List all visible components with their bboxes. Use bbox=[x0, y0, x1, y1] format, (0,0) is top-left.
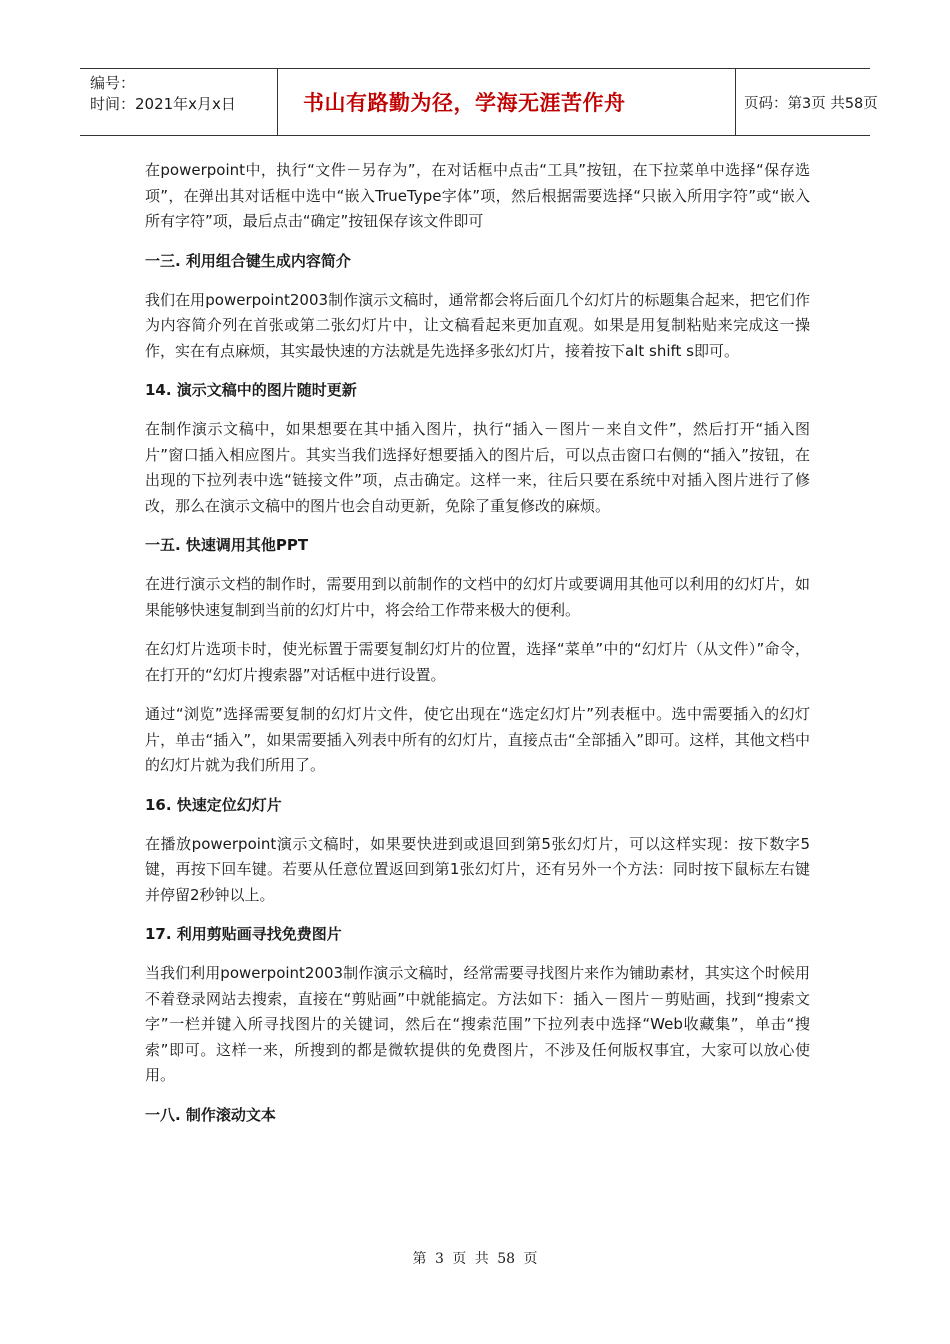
body-paragraph: 通过“浏览”选择需要复制的幻灯片文件，使它出现在“选定幻灯片”列表框中。选中需要插入的幻灯片，单击“插入”，如果需要插入列表中所有的幻灯片，直接点击“全部插入”即可。这样，其他文档中的幻灯片就为我们所用了。 bbox=[145, 705, 810, 774]
page-header bbox=[80, 68, 878, 136]
header-motto: 书山有路勤为径，学海无涯苦作舟 bbox=[303, 91, 626, 115]
body-paragraph: 在进行演示文档的制作时，需要用到以前制作的文档中的幻灯片或要调用其他可以利用的幻灯片，如果能够快速复制到当前的幻灯片中，将会给工作带来极大的便利。 bbox=[145, 575, 810, 619]
body-paragraph: 在播放powerpoint演示文稿时，如果要快进到或退回到第5张幻灯片，可以这样实现：按下数字5键，再按下回车键。若要从任意位置返回到第1张幻灯片，还有另外一个方法：同时按下鼠标左右键并停留2秒钟以上。 bbox=[145, 834, 810, 904]
section-heading: 16. 快速定位幻灯片 bbox=[145, 795, 282, 814]
section-heading: 一五. 快速调用其他PPT bbox=[145, 536, 309, 554]
body-paragraph: 当我们利用powerpoint2003制作演示文稿时，经常需要寻找图片来作为铺助素材，其实这个时候用不着登录网站去搜索，直接在“剪贴画”中就能搞定。方法如下：插入－图片－剪贴画，找到“搜索文字”一栏并键入所寻找图片的关键词，然后在“搜索范围”下拉列表中选择“Web收藏集”，单击“搜索”即可。这样一来，所搜到的都是微软提供的免费图片，不涉及任何版权事宜，大家可以放心使用。 bbox=[145, 964, 810, 1084]
document-date: 时间：2021年x月x日 bbox=[90, 95, 236, 113]
page-footer: 第 3 页 共 58 页 bbox=[412, 1251, 538, 1267]
header-meta bbox=[80, 69, 278, 135]
section-heading: 14. 演示文稿中的图片随时更新 bbox=[145, 381, 357, 399]
body-paragraph: 在制作演示文稿中，如果想要在其中插入图片，执行“插入－图片－来自文件”，然后打开“插入图片”窗口插入相应图片。其实当我们选择好想要插入的图片后，可以点击窗口右侧的“插入”按钮，在出现的下拉列表中选“链接文件”项，点击确定。这样一来，往后只要在系统中对插入图片进行了修改，那么在演示文稿中的图片也会自动更新，免除了重复修改的麻烦。 bbox=[145, 420, 810, 515]
document-number-label: 编号： bbox=[90, 74, 136, 92]
body-paragraph: 在powerpoint中，执行“文件－另存为”，在对话框中点击“工具”按钮，在下拉菜单中选择“保存选项”，在弹出其对话框中选中“嵌入TrueType字体”项，然后根据需要选择“只嵌入所用字符”或“嵌入所有字符”项，最后点击“确定”按钮保存该文件即可 bbox=[145, 161, 810, 230]
document-body bbox=[145, 158, 810, 1142]
body-paragraph: 我们在用powerpoint2003制作演示文稿时，通常都会将后面几个幻灯片的标题集合起来，把它们作为内容简介列在首张或第二张幻灯片中，让文稿看起来更加直观。如果是用复制粘贴来完成这一操作，实在有点麻烦，其实最快速的方法就是先选择多张幻灯片，接着按下alt shift s即可。 bbox=[145, 290, 810, 360]
section-heading: 一三. 利用组合键生成内容简介 bbox=[145, 251, 351, 270]
header-motto-cell bbox=[278, 69, 736, 135]
header-page-info: 页码：第3页 共58页 bbox=[744, 95, 878, 112]
header-page-cell bbox=[736, 69, 878, 135]
section-heading: 一八. 制作滚动文本 bbox=[145, 1105, 276, 1124]
section-heading: 17. 利用剪贴画寻找免费图片 bbox=[145, 925, 342, 943]
body-paragraph: 在幻灯片选项卡时，使光标置于需要复制幻灯片的位置，选择“菜单”中的“幻灯片（从文件）”命令，在打开的“幻灯片搜索器”对话框中进行设置。 bbox=[145, 640, 810, 684]
